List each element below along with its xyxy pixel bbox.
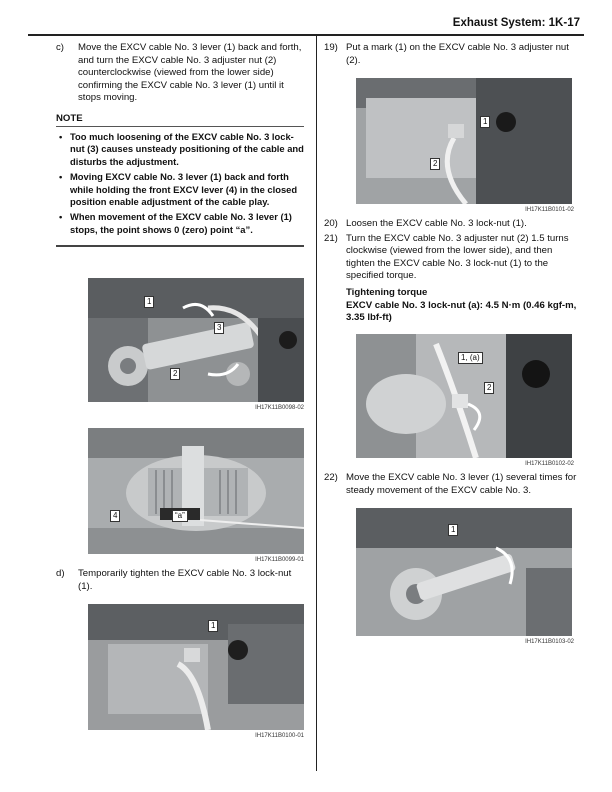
lever-adjuster-photo <box>88 278 304 402</box>
left-column <box>56 42 306 105</box>
step-20 <box>324 218 578 231</box>
step-22-text: Move the EXCV cable No. 3 lever (1) several times for steady movement of the EXCV cable No. 3. <box>346 472 577 496</box>
figure-id: IH17K11B0098-02 <box>255 405 304 411</box>
bullet-icon: • <box>59 131 63 142</box>
step-d-label: d) <box>56 568 65 579</box>
lever-movement-photo <box>356 508 572 636</box>
step-21-label: 21) <box>324 232 338 244</box>
note-item <box>56 131 304 168</box>
front-lever-photo <box>88 428 304 554</box>
callout-1-a: 1, (a) <box>458 352 483 364</box>
header-rule <box>28 34 584 36</box>
callout-1: 1 <box>448 524 458 536</box>
torque-title: Tightening torque <box>346 286 428 298</box>
figure-front-lever <box>88 428 304 554</box>
step-20-text: Loosen the EXCV cable No. 3 lock-nut (1). <box>346 218 527 229</box>
figure-id: IH17K11B0100-01 <box>255 733 304 739</box>
torque-spec <box>324 287 578 325</box>
step-d-text: Temporarily tighten the EXCV cable No. 3 lock-nut (1). <box>78 568 292 592</box>
figure-id: IH17K11B0099-01 <box>255 557 304 563</box>
callout-2: 2 <box>430 158 440 170</box>
column-divider <box>316 36 317 771</box>
step-c <box>56 42 306 105</box>
step-19-text: Put a mark (1) on the EXCV cable No. 3 adjuster nut (2). <box>346 42 569 66</box>
figure-id: IH17K11B0102-02 <box>525 461 574 467</box>
figure-id: IH17K11B0101-02 <box>525 207 574 213</box>
step-19-label: 19) <box>324 42 338 53</box>
page-header <box>28 14 584 36</box>
figure-lever-movement <box>356 508 572 636</box>
note-item-text: Too much loosening of the EXCV cable No. 3 lock-nut (3) causes unsteady positioning of the cable and disturbs the adjustment. <box>70 131 304 167</box>
step-d <box>56 568 306 593</box>
callout-2: 2 <box>484 382 494 394</box>
figure-adjuster-mark <box>356 78 572 204</box>
bullet-icon: • <box>59 171 63 183</box>
step-22-label: 22) <box>324 472 338 483</box>
figure-id: IH17K11B0103-02 <box>525 639 574 645</box>
callout-a: “a” <box>172 510 188 522</box>
figure-lever-adjuster <box>88 278 304 402</box>
figure-lock-nut <box>88 604 304 730</box>
callout-2: 2 <box>170 368 180 380</box>
step-c-text: Move the EXCV cable No. 3 lever (1) back and forth, and turn the EXCV cable No. 3 adjuster nut (2) counterclockwise (viewed from the lower side) confirming the EXCV cable No. 3 lever (1) until it stops moving. <box>78 42 302 104</box>
note-title: NOTE <box>56 110 304 127</box>
torque-text: EXCV cable No. 3 lock-nut (a): 4.5 N·m (0.46 kgf-m, 3.35 lbf-ft) <box>346 299 577 324</box>
step-d-block <box>56 568 306 593</box>
note-body <box>56 127 304 247</box>
step-c-label: c) <box>56 42 64 53</box>
adjuster-mark-photo <box>356 78 572 204</box>
bullet-icon: • <box>59 211 63 223</box>
page-title: Exhaust System: 1K-17 <box>452 17 580 29</box>
note-item <box>56 211 304 236</box>
step-22-block <box>324 472 578 497</box>
step-19 <box>324 42 578 67</box>
callout-3: 3 <box>214 322 224 334</box>
figure-tightening <box>356 334 572 458</box>
note-box <box>56 110 304 247</box>
lock-nut-photo <box>88 604 304 730</box>
note-item-text: When movement of the EXCV cable No. 3 lever (1) stops, the point shows 0 (zero) point “a”. <box>70 211 292 235</box>
note-item <box>56 171 304 208</box>
callout-1: 1 <box>144 296 154 308</box>
callout-1: 1 <box>208 620 218 632</box>
step-21 <box>324 233 578 283</box>
step-21-text: Turn the EXCV cable No. 3 adjuster nut (2) 1.5 turns clockwise (viewed from the lower side), and then tighten the EXCV cable No. 3 lock-nut (1) to the specified torque. <box>346 232 569 282</box>
steps-20-21 <box>324 218 578 325</box>
note-item-text: Moving EXCV cable No. 3 lever (1) back and forth while holding the front EXCV lever (4) in the closed position enable adjustment of the cable play. <box>70 171 298 208</box>
right-column <box>324 42 578 67</box>
step-20-label: 20) <box>324 218 338 229</box>
step-22 <box>324 472 578 497</box>
callout-4: 4 <box>110 510 120 522</box>
callout-1: 1 <box>480 116 490 128</box>
